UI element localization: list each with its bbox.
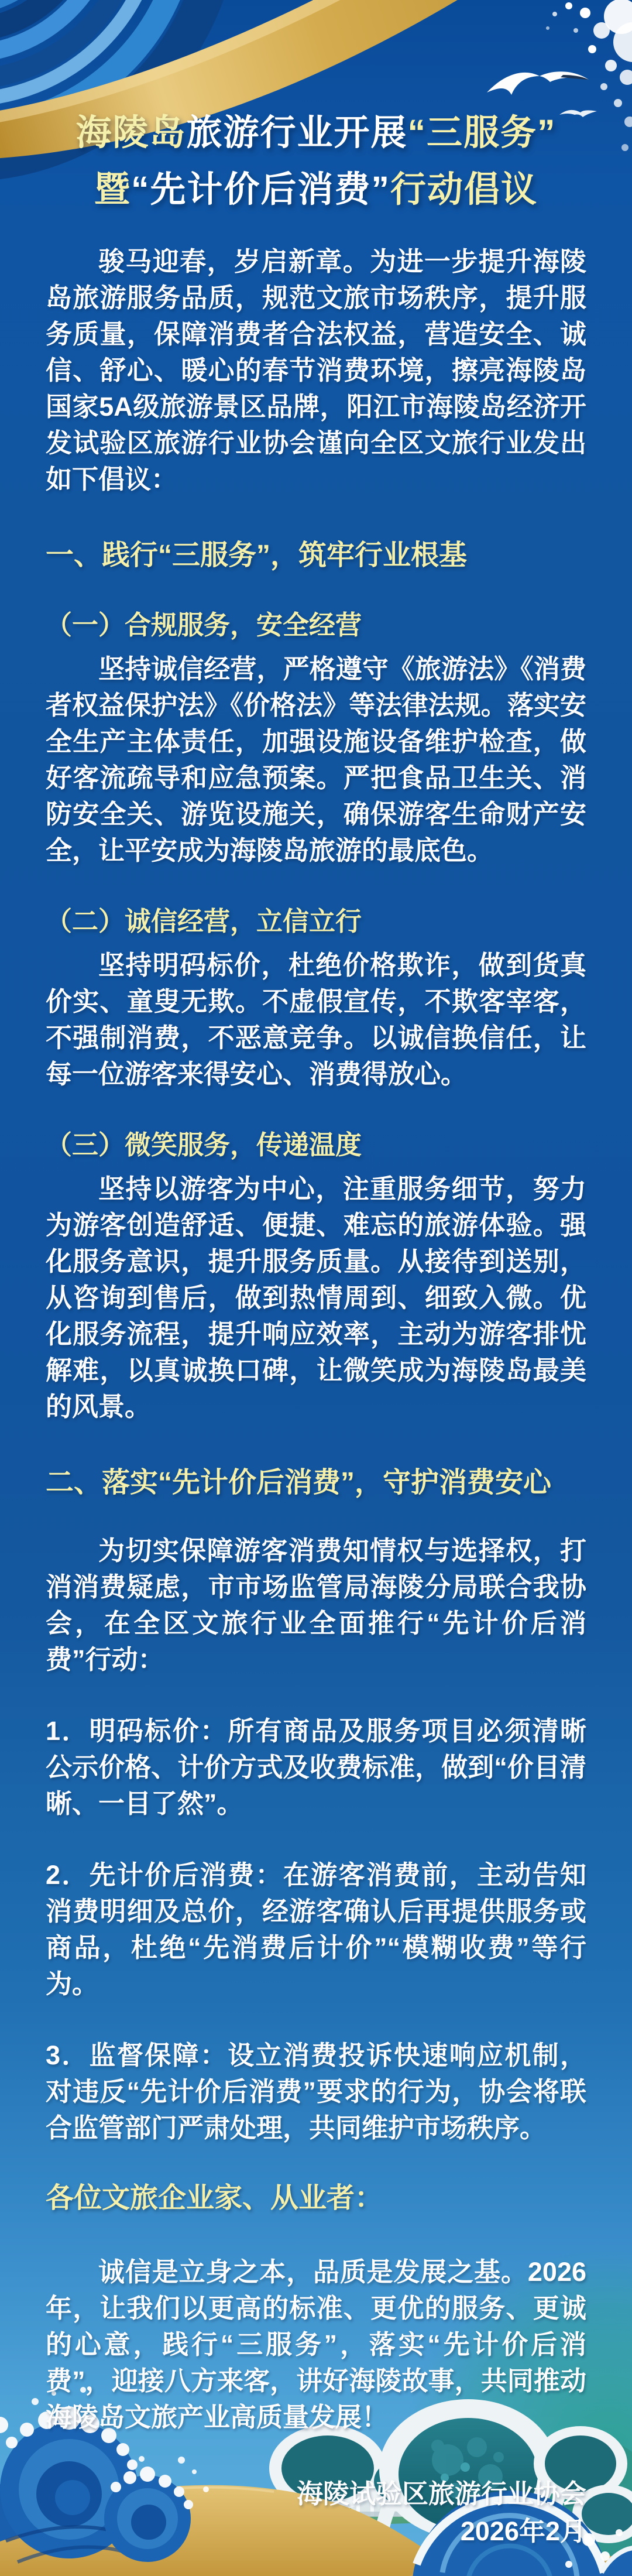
page-title — [46, 104, 586, 218]
footer-signature — [46, 2478, 586, 2548]
item-3-label: 3．监督保障： — [46, 2040, 228, 2070]
subsection-3-heading: （三）微笑服务，传递温度 — [46, 1130, 362, 1160]
pricing-item-3 — [46, 2037, 586, 2146]
item-1-label: 1．明码标价： — [46, 1716, 228, 1746]
subsection-1-heading: （一）合规服务，安全经营 — [46, 610, 362, 640]
title-line1-highlight-a: 海陵岛 — [75, 112, 187, 152]
appeal-body: 诚信是立身之本，品质是发展之基。2026年，让我们以更高的标准、更优的服务、更诚的心意，践行“三服务”，落实“先计价后消费”，迎接八方来客，讲好海陵故事，共同推动海陵岛文旅产业高质量发展！ — [46, 2257, 586, 2432]
title-line-2 — [46, 161, 586, 218]
section-two-intro: 为切实保障游客消费知情权与选择权，打消消费疑虑，市市场监管局海陵分局联合我协会，在全区文旅行业全面推行“先计价后消费”行动： — [46, 1536, 586, 1674]
title-line2-highlight-a: 暨 — [94, 169, 131, 209]
item-2-text: 在游客消费前，主动告知消费明细及总价，经游客确认后再提供服务或商品，杜绝“先消费后计价”“模糊收费”等行为。 — [46, 1860, 586, 1999]
title-line1-plain: 旅游行业开展 — [186, 112, 408, 152]
pricing-item-2 — [46, 1857, 586, 2002]
subsection-2-body: 坚持明码标价，杜绝价格欺诈，做到货真价实、童叟无欺。不虚假宣传，不欺客宰客，不强制消费，不恶意竞争。以诚信换信任，让每一位游客来得安心、消费得放心。 — [46, 950, 586, 1089]
seagull-icon-large — [487, 71, 589, 95]
appeal-heading: 各位文旅企业家、从业者： — [46, 2183, 383, 2214]
poster-content — [0, 104, 632, 2548]
subsection-2-heading: （二）诚信经营，立信立行 — [46, 906, 362, 936]
item-3-text: 设立消费投诉快速响应机制，对违反“先计价后消费”要求的行为，协会将联合监管部门严肃处理，共同维护市场秩序。 — [46, 2040, 586, 2143]
title-line-1 — [46, 104, 586, 161]
subsection-1-body: 坚持诚信经营，严格遵守《旅游法》《消费者权益保护法》《价格法》等法律法规。落实安全生产主体责任，加强设施设备维护检查，做好客流疏导和应急预案。严把食品卫生关、消防安全关、游览设施关，确保游客生命财产安全，让平安成为海陵岛旅游的最底色。 — [46, 654, 586, 865]
item-1-text: 所有商品及服务项目必须清晰公示价格、计价方式及收费标准，做到“价目清晰、一目了然”。 — [46, 1716, 586, 1818]
section-two-heading: 二、落实“先计价后消费”，守护消费安心 — [46, 1467, 552, 1498]
subsection-3-body: 坚持以游客为中心，注重服务细节，努力为游客创造舒适、便捷、难忘的旅游体验。强化服务意识，提升服务质量。从接待到送别，从咨询到售后，做到热情周到、细致入微。优化服务流程，提升响应效率，主动为游客排忧解难，以真诚换口碑，让微笑成为海陵岛最美的风景。 — [46, 1174, 586, 1421]
item-2-label: 2．先计价后消费： — [46, 1860, 283, 1890]
title-line2-highlight-b: 行动倡议 — [390, 169, 538, 209]
title-line1-highlight-b: “三服务” — [407, 112, 557, 152]
title-line2-plain: “先计价后消费” — [130, 169, 390, 209]
pricing-item-1 — [46, 1713, 586, 1822]
footer-date: 2026年2月 — [460, 2516, 586, 2546]
section-one-heading: 一、践行“三服务”，筑牢行业根基 — [46, 540, 468, 571]
intro-paragraph: 骏马迎春，岁启新章。为进一步提升海陵岛旅游服务品质，规范文旅市场秩序，提升服务质量，保障消费者合法权益，营造安全、诚信、舒心、暖心的春节消费环境，擦亮海陵岛国家5A级旅游景区品牌，阳江市海陵岛经济开发试验区旅游行业协会谨向全区文旅行业发出如下倡议： — [46, 246, 586, 494]
footer-org: 海陵试验区旅游行业协会 — [296, 2479, 586, 2509]
